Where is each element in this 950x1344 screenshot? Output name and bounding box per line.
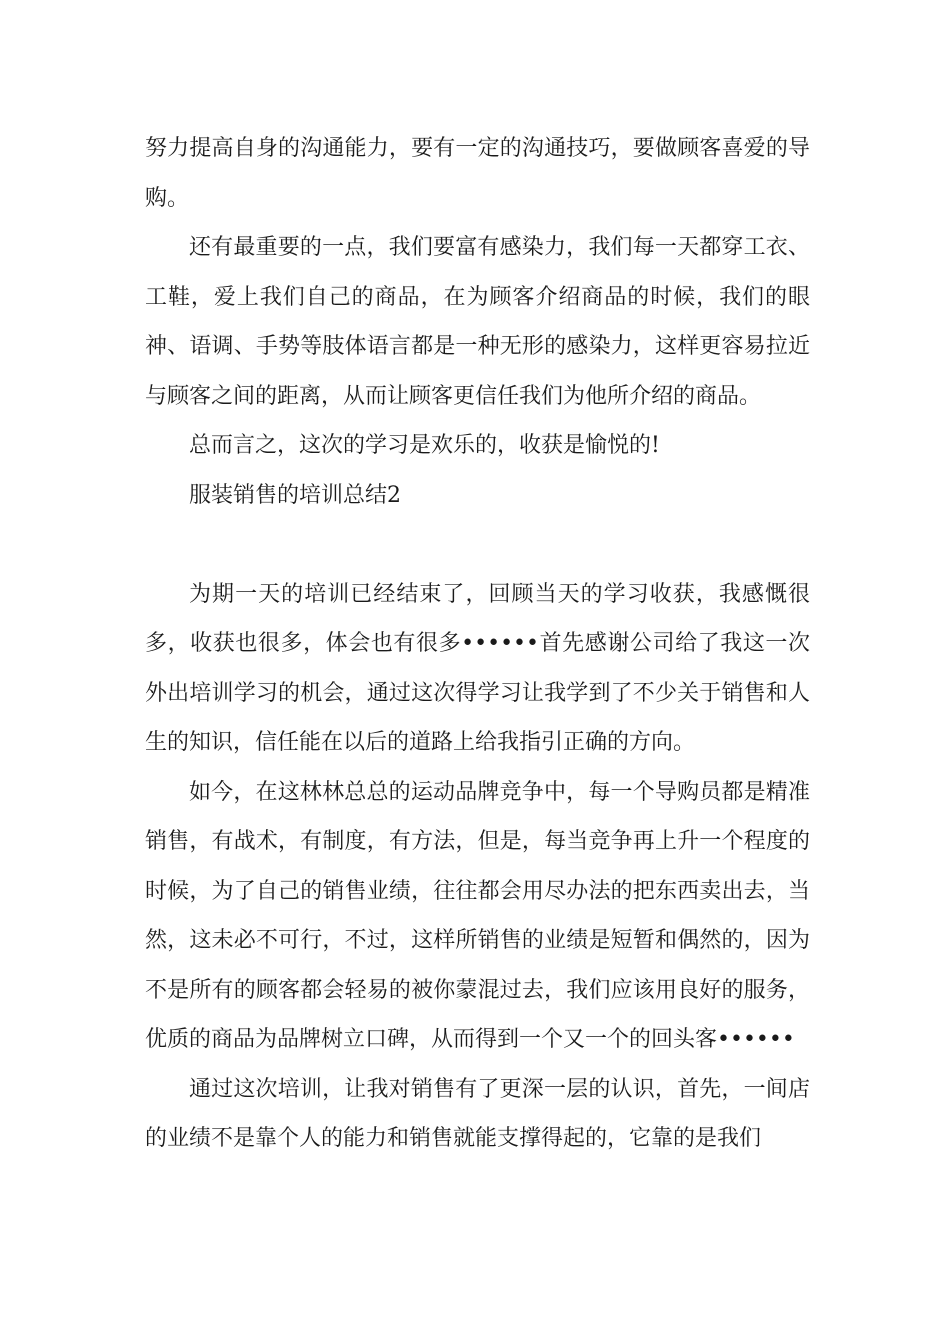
paragraph-continuation: 努力提高自身的沟通能力，要有一定的沟通技巧，要做顾客喜爱的导购。 [145,136,810,211]
blank-line [145,520,810,570]
paragraph-conclusion: 总而言之，这次的学习是欢乐的，收获是愉悦的! [189,433,660,458]
paragraph-understanding: 通过这次培训，让我对销售有了更深一层的认识，首先，一间店的业绩不是靠个人的能力和销售就能支撑得起的，它靠的是我们 [145,1076,810,1151]
paragraph-competition: 如今，在这林林总总的运动品牌竞争中，每一个导购员都是精准销售，有战术，有制度，有方法，但是，每当竞争再上升一个程度的时候，为了自己的销售业绩，往往都会用尽办法的把东西卖出去，当然，这未必不可行，不过，这样所销售的业绩是短暂和偶然的，因为不是所有的顾客都会轻易的被你蒙混过去，我们应该用良好的服务，优质的商品为品牌树立口碑，从而得到一个又一个的回头客•••••• [145,779,810,1052]
paragraph-training-intro: 为期一天的培训已经结束了，回顾当天的学习收获，我感慨很多，收获也很多，体会也有很多••••••首先感谢公司给了我这一次外出培训学习的机会，通过这次得学习让我学到了不少关于销售和人生的知识，信任能在以后的道路上给我指引正确的方向。 [145,581,810,755]
document-body [145,124,810,1164]
section-heading: 服装销售的培训总结2 [189,482,401,508]
paragraph-infectiousness: 还有最重要的一点，我们要富有感染力，我们每一天都穿工衣、工鞋，爱上我们自己的商品，在为顾客介绍商品的时候，我们的眼神、语调、手势等肢体语言都是一种无形的感染力，这样更容易拉近与顾客之间的距离，从而让顾客更信任我们为他所介绍的商品。 [145,235,810,409]
